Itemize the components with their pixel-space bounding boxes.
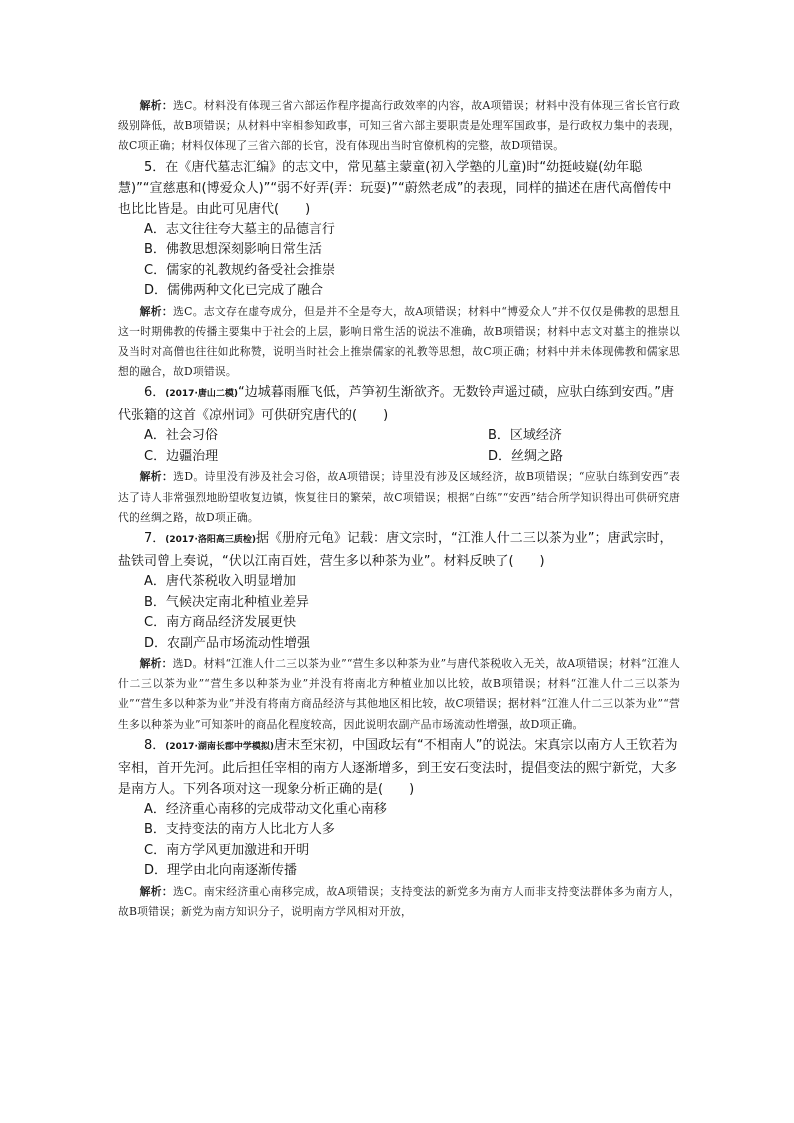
q8-option-a: A．经济重心南移的完成带动文化重心南移 [144, 801, 387, 817]
q7-option-c: C．南方商品经济发展更快 [144, 615, 297, 631]
q6-options-row-2 [118, 447, 680, 468]
q7-analysis-label: 解析： [139, 657, 173, 671]
q8-source: (2017·湖南长郡中学模拟) [165, 741, 274, 752]
q4-analysis [118, 96, 680, 157]
q5-number: 5． [144, 159, 166, 175]
q6-stem [118, 382, 680, 426]
q8-analysis-label: 解析： [139, 884, 174, 898]
q5-option-b: B．佛教思想深刻影响日常生活 [144, 242, 322, 258]
q6-analysis-label: 解析： [139, 470, 174, 484]
q6-source: (2017·唐山二模) [165, 389, 238, 400]
q6-option-d: D．丝绸之路 [488, 448, 564, 464]
q6-analysis-text: 选D。诗里没有涉及社会习俗，故A项错误；诗里没有涉及区域经济，故B项错误；“应驮白练到安西”表达了诗人非常强烈地盼望收复边镇，恢复往日的繁荣，故C项错误；根据“白练”“安西”结合所学知识得出可供研究唐代的丝绸之路，故D项正确。 [118, 470, 680, 524]
q5-analysis-text: 选C。志文存在虚夸成分，但是并不全是夸大，故A项错误；材料中“博爱众人”并不仅仅是佛教的思想且这一时期佛教的传播主要集中于社会的上层，影响日常生活的说法不准确，故B项错误；材料中志文对墓主的推崇以及当时对高僧也往往如此称赞，说明当时社会上推崇儒家的礼教等思想，故C项正确；材料中并未体现佛教和儒家思想的融合，故D项错误。 [118, 304, 680, 379]
q6-option-a: A．社会习俗 [144, 428, 218, 444]
q8-option-c: C．南方学风更加激进和开明 [144, 842, 310, 858]
q8-number: 8． [144, 737, 166, 753]
q5-option-a: A．志文往往夸大墓主的品德言行 [144, 221, 335, 237]
q7-analysis-text: 选D。材料“江淮人什二三以茶为业”“营生多以种茶为业”与唐代茶税收入无关，故A项错误；材料“江淮人什二三以茶为业”“营生多以种茶为业”并没有将南北方种植业加以比较，故B项错误；材料“江淮人什二三以茶为业”“营生多以种茶为业”并没有将南方商品经济与其他地区相比较，故C项错误；据材料“江淮人什二三以茶为业”“营生多以种茶为业”可知茶叶的商品化程度较高，因此说明农副产品市场流动性增强，故D项正确。 [118, 657, 680, 731]
q7-stem [118, 528, 680, 572]
q8-option-b: B．支持变法的南方人比北方人多 [144, 822, 335, 838]
q8-option-d: D．理学由北向南逐渐传播 [144, 863, 298, 879]
q5-stem-text: 在《唐代墓志汇编》的志文中，常见墓主蒙童(初入学塾的儿童)时“幼挺岐嶷(幼年聪慧)”“宣慈惠和(博爱众人)”“弱不好弄(弄：玩耍)”“蔚然老成”的表现，同样的描述在唐代高僧传中也比比皆是。由此可见唐代( ) [118, 159, 672, 217]
q8-analysis-text: 选C。南宋经济重心南移完成，故A项错误；支持变法的新党多为南方人而非支持变法群体多为南方人，故B项错误；新党为南方知识分子，说明南方学风相对开放， [118, 884, 680, 919]
q8-stem-text: 唐末至宋初，中国政坛有“不相南人”的说法。宋真宗以南方人王钦若为宰相，首开先河。此后担任宰相的南方人逐渐增多，到王安石变法时，提倡变法的熙宁新党，大多是南方人。下列各项对这一现象分析正确的是( ) [118, 737, 678, 797]
q7-analysis [118, 654, 680, 735]
document-page [118, 96, 680, 922]
q6-analysis [118, 467, 680, 528]
q4-analysis-label: 解析： [139, 99, 174, 112]
q8-analysis [118, 882, 680, 922]
q6-option-c: C．边疆治理 [144, 448, 219, 464]
q6-stem-text: “边城暮雨雁飞低，芦笋初生渐欲齐。无数铃声遥过碛，应驮白练到安西。”唐代张籍的这首《凉州词》可供研究唐代的( ) [118, 385, 674, 424]
q7-option-a: A．唐代茶税收入明显增加 [144, 574, 296, 590]
q5-stem [118, 157, 680, 220]
q7-number: 7． [144, 531, 166, 547]
q7-stem-text: 据《册府元龟》记载：唐文宗时，“江淮人什二三以茶为业”；唐武宗时，盐铁司曾上奏说，“伏以江南百姓，营生多以种茶为业”。材料反映了( ) [118, 531, 673, 570]
q6-number: 6． [144, 385, 166, 401]
q7-option-b: B．气候决定南北种植业差异 [144, 594, 309, 610]
q5-option-d: D．儒佛两种文化已完成了融合 [144, 283, 324, 299]
q5-option-c: C．儒家的礼教规约备受社会推崇 [144, 262, 336, 278]
q5-analysis-label: 解析： [139, 304, 173, 318]
q5-analysis [118, 302, 680, 383]
q8-stem [118, 735, 680, 800]
q6-option-b: B．区域经济 [488, 428, 562, 444]
q6-options-row-1 [118, 426, 680, 447]
q4-analysis-text: 选C。材料没有体现三省六部运作程序提高行政效率的内容，故A项错误；材料中没有体现三省长官行政级别降低，故B项错误；从材料中宰相参知政事，可知三省六部主要职责是处理军国政事，是行政权力集中的表现，故C项正确；材料仅体现了三省六部的长官，没有体现出当时官僚机构的完整，故D项错误。 [118, 99, 680, 153]
q7-option-d: D．农副产品市场流动性增强 [144, 635, 311, 651]
q7-source: (2017·洛阳高三质检) [165, 535, 256, 546]
